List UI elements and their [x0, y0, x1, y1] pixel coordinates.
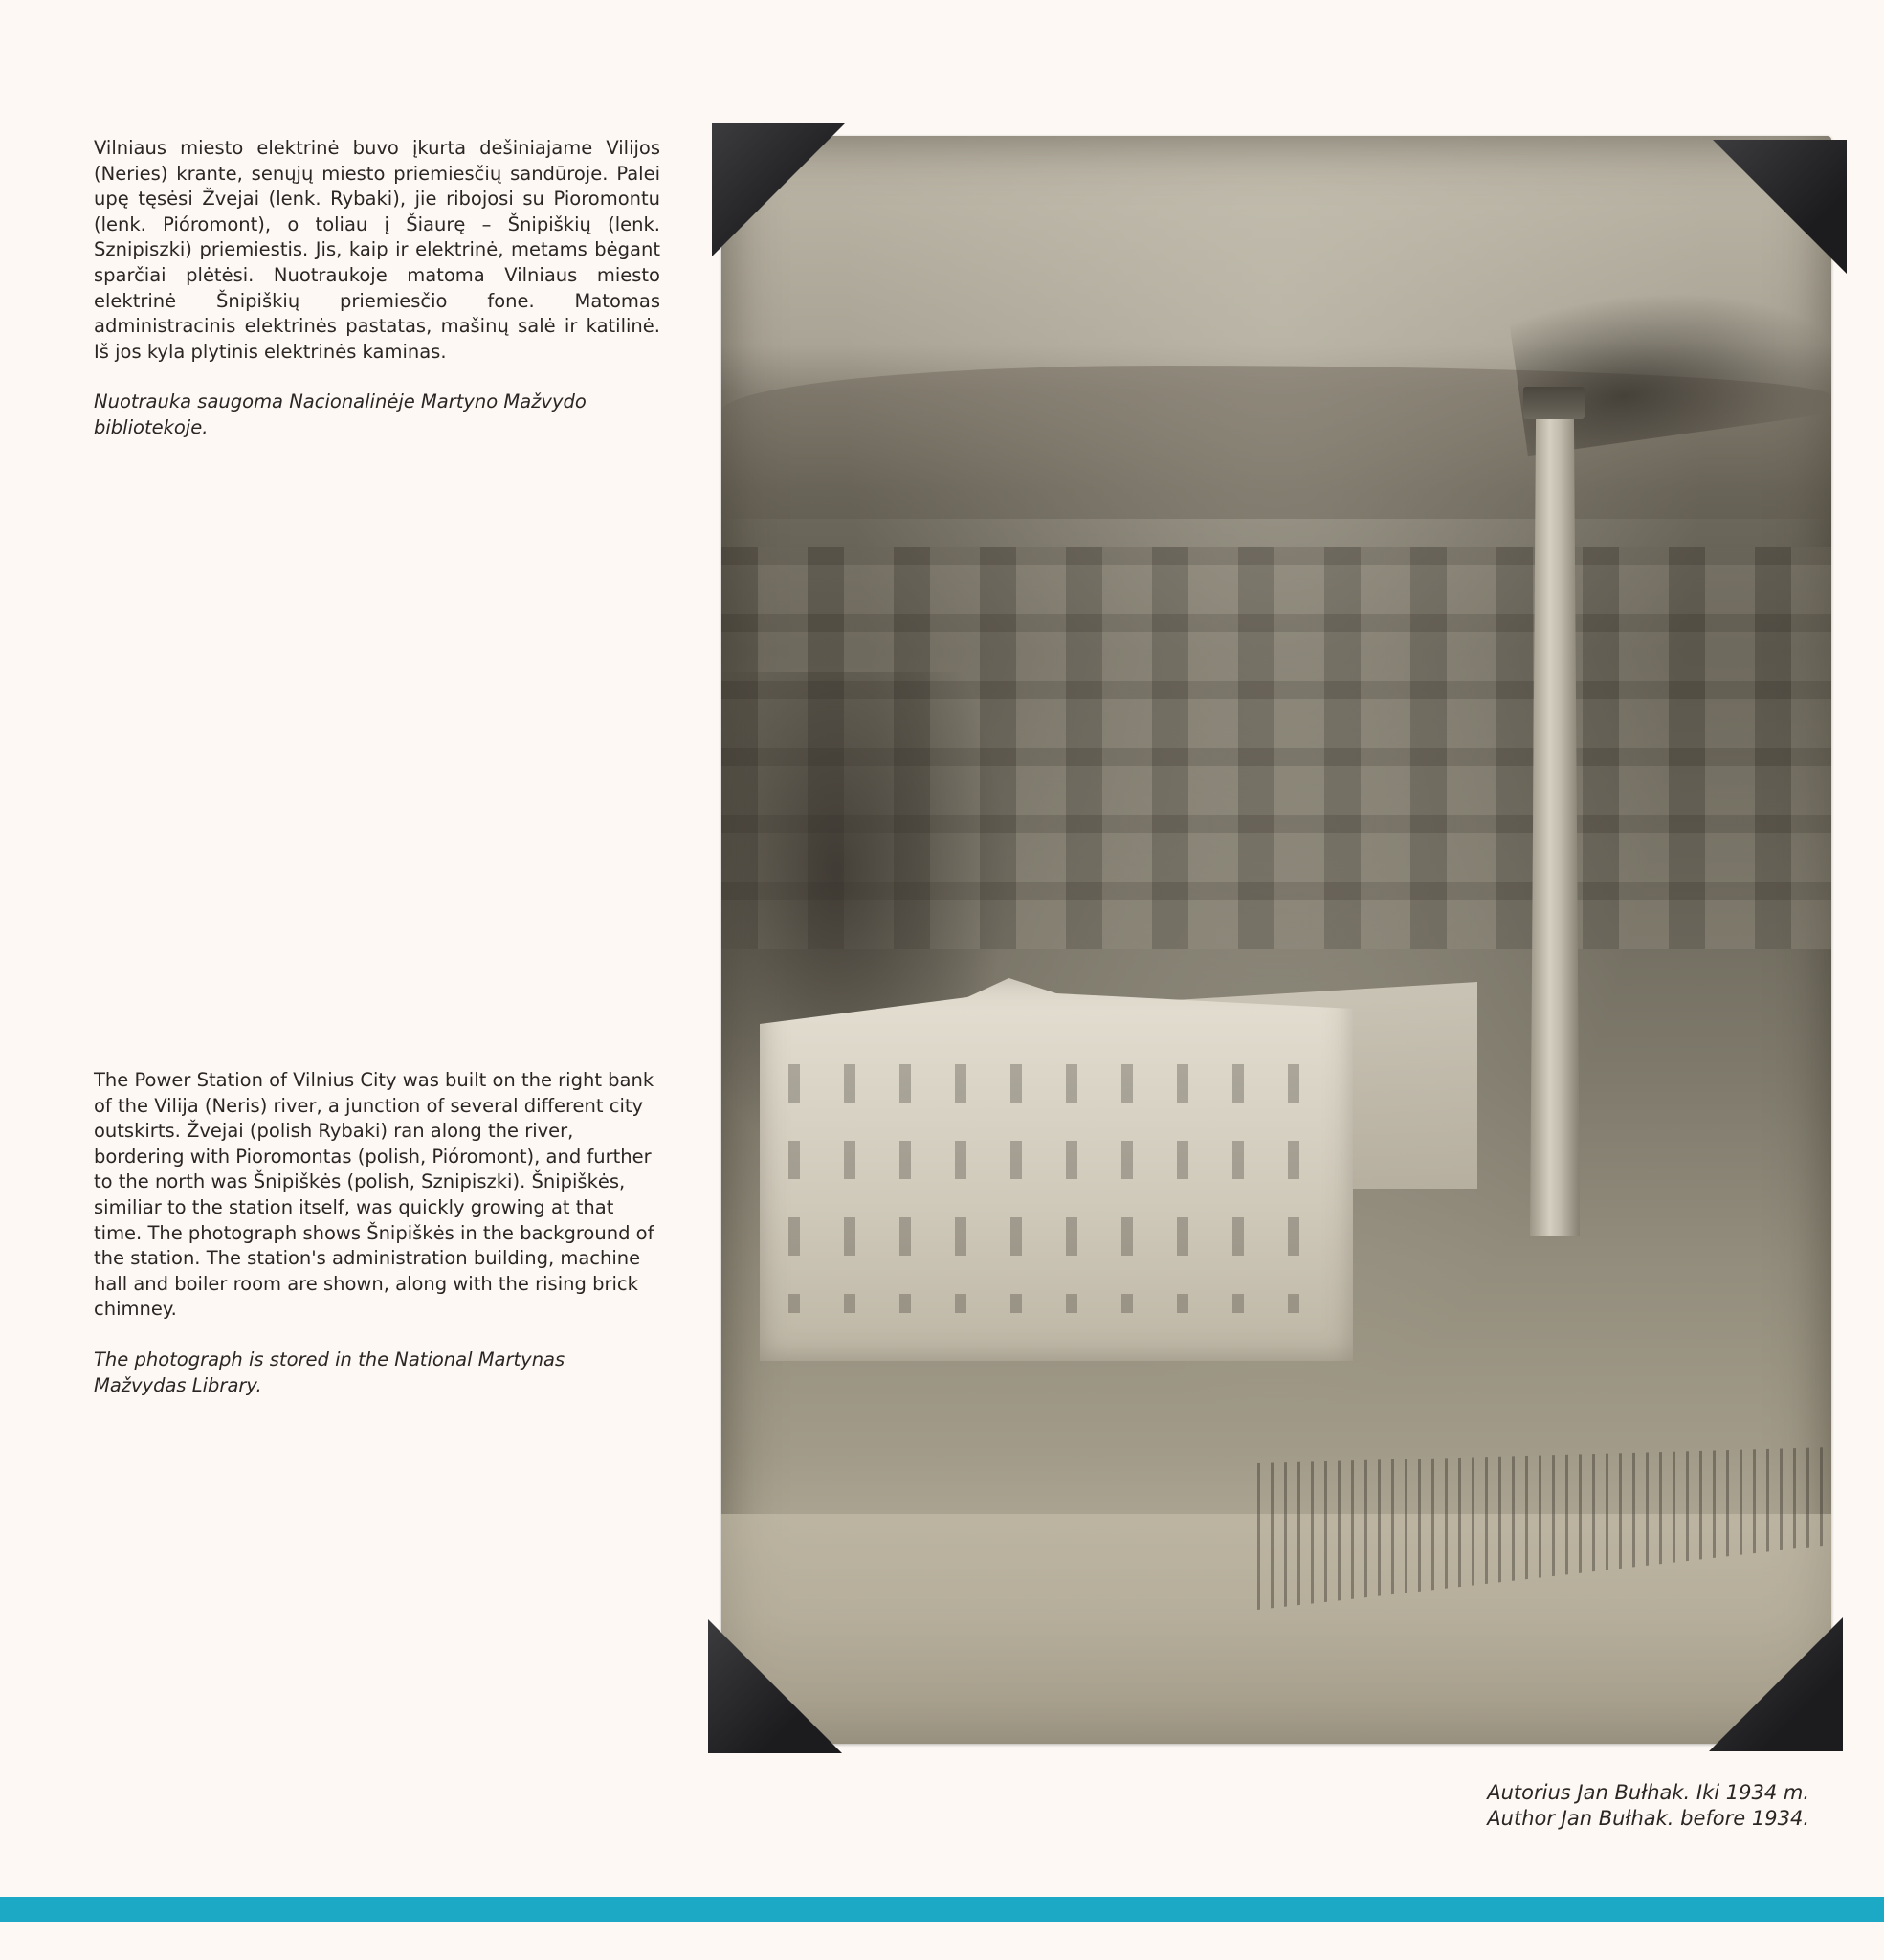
photo-image — [721, 136, 1831, 1744]
photo-chimney — [1530, 394, 1580, 1236]
footer-accent-bar — [0, 1897, 1884, 1922]
english-text-block — [94, 1068, 660, 1423]
historic-photograph — [708, 122, 1847, 1757]
english-source-note: The photograph is stored in the National Martynas Mažvydas Library. — [94, 1348, 565, 1396]
caption-english: Author Jan Bułhak. before 1934. — [1487, 1807, 1809, 1830]
photo-chimney-top — [1523, 387, 1585, 419]
lithuanian-source-note: Nuotrauka saugoma Nacionalinėje Martyno Mažvydo bibliotekoje. — [94, 390, 587, 438]
photo-caption — [1487, 1780, 1809, 1832]
photo-station-windows — [788, 1064, 1324, 1313]
english-description: The Power Station of Vilnius City was built on the right bank of the Vilija (Neris) river, a junction of several different city outskirts. Žvejai (polish Rybaki) ran along the river, bordering with Pioromontas (polish, Pióromont), and further to the north was Šnipiškės (polish, Sznipiszki). Šnipiškės, similiar to the station itself, was quickly growing at that time. The photograph shows Šnipiškės in the background of the station. The station's administration building, machine hall and boiler room are shown, along with the rising brick chimney. — [94, 1069, 654, 1321]
caption-lithuanian: Autorius Jan Bułhak. Iki 1934 m. — [1487, 1781, 1809, 1804]
lithuanian-description: Vilniaus miesto elektrinė buvo įkurta dešiniajame Vilijos (Neries) krante, senųjų miesto priemiesčių sandūroje. Palei upę tęsėsi Žvejai (lenk. Rybaki), jie ribojosi su Pioromontu (lenk. Pióromont), o toliau į Šiaurę – Šnipiškių (lenk. Sznipiszki) priemiestis. Jis, kaip ir elektrinė, metams bėgant sparčiai plėtėsi. Nuotraukoje matoma Vilniaus miesto elektrinė Šnipiškių priemiesčio fone. Matomas administracinis elektrinės pastatas, mašinų salė ir katilinė. Iš jos kyla plytinis elektrinės kaminas. — [94, 137, 660, 363]
lithuanian-text-block — [94, 136, 660, 466]
